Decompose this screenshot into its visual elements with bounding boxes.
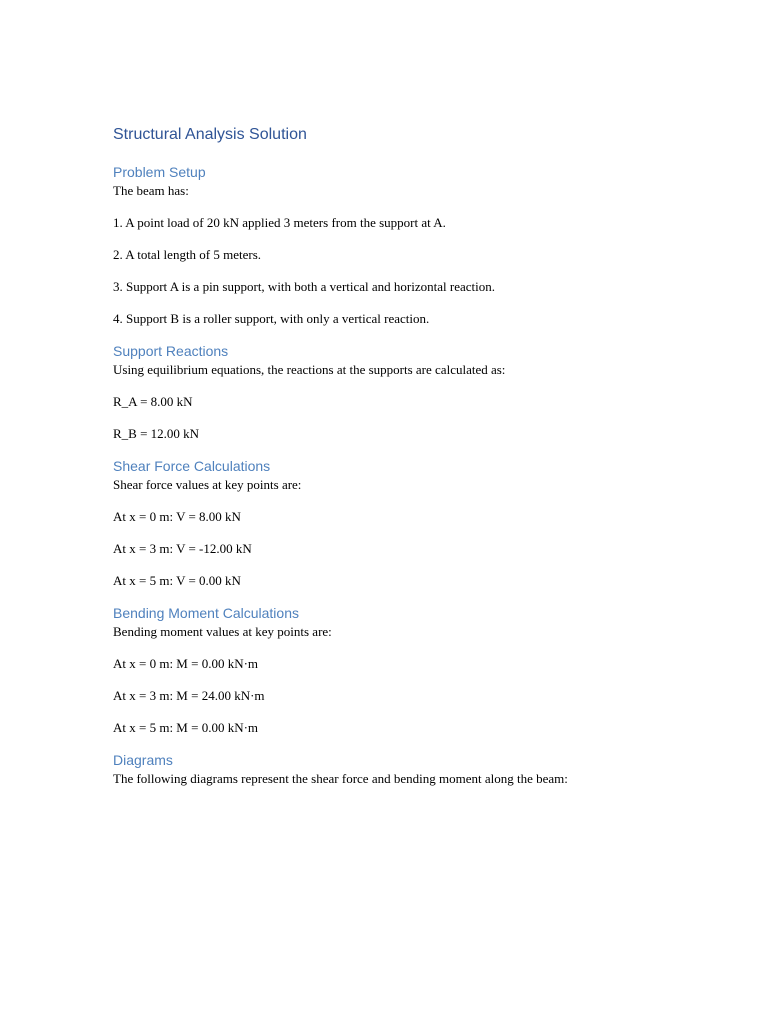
paragraph: 2. A total length of 5 meters. <box>113 247 262 262</box>
paragraph: Bending moment values at key points are: <box>113 624 332 639</box>
heading-shear-force: Shear Force Calculations <box>113 458 271 474</box>
section-shear-force <box>113 457 673 589</box>
paragraph: The following diagrams represent the shear force and bending moment along the beam: <box>113 771 568 786</box>
document-body <box>113 124 673 802</box>
heading-bending-moment: Bending Moment Calculations <box>113 605 299 621</box>
heading-diagrams: Diagrams <box>113 752 173 768</box>
paragraph: 3. Support A is a pin support, with both a vertical and horizontal reaction. <box>113 279 495 294</box>
heading-support-reactions: Support Reactions <box>113 343 229 359</box>
section-problem-setup <box>113 163 673 327</box>
section-diagrams <box>113 751 673 787</box>
paragraph: At x = 3 m: M = 24.00 kN·m <box>113 688 265 703</box>
paragraph: At x = 5 m: M = 0.00 kN·m <box>113 720 259 735</box>
paragraph: 1. A point load of 20 kN applied 3 meters from the support at A. <box>113 215 446 230</box>
paragraph: R_A = 8.00 kN <box>113 394 193 409</box>
paragraph: Shear force values at key points are: <box>113 477 302 492</box>
paragraph: R_B = 12.00 kN <box>113 426 200 441</box>
paragraph: At x = 0 m: V = 8.00 kN <box>113 509 241 524</box>
heading-problem-setup: Problem Setup <box>113 164 206 180</box>
section-bending-moment <box>113 604 673 736</box>
paragraph: 4. Support B is a roller support, with only a vertical reaction. <box>113 311 430 326</box>
paragraph: At x = 3 m: V = -12.00 kN <box>113 541 252 556</box>
paragraph: At x = 5 m: V = 0.00 kN <box>113 573 241 588</box>
section-support-reactions <box>113 342 673 442</box>
paragraph: The beam has: <box>113 183 189 198</box>
paragraph: At x = 0 m: M = 0.00 kN·m <box>113 656 259 671</box>
document-title: Structural Analysis Solution <box>113 126 307 143</box>
paragraph: Using equilibrium equations, the reactions at the supports are calculated as: <box>113 362 506 377</box>
